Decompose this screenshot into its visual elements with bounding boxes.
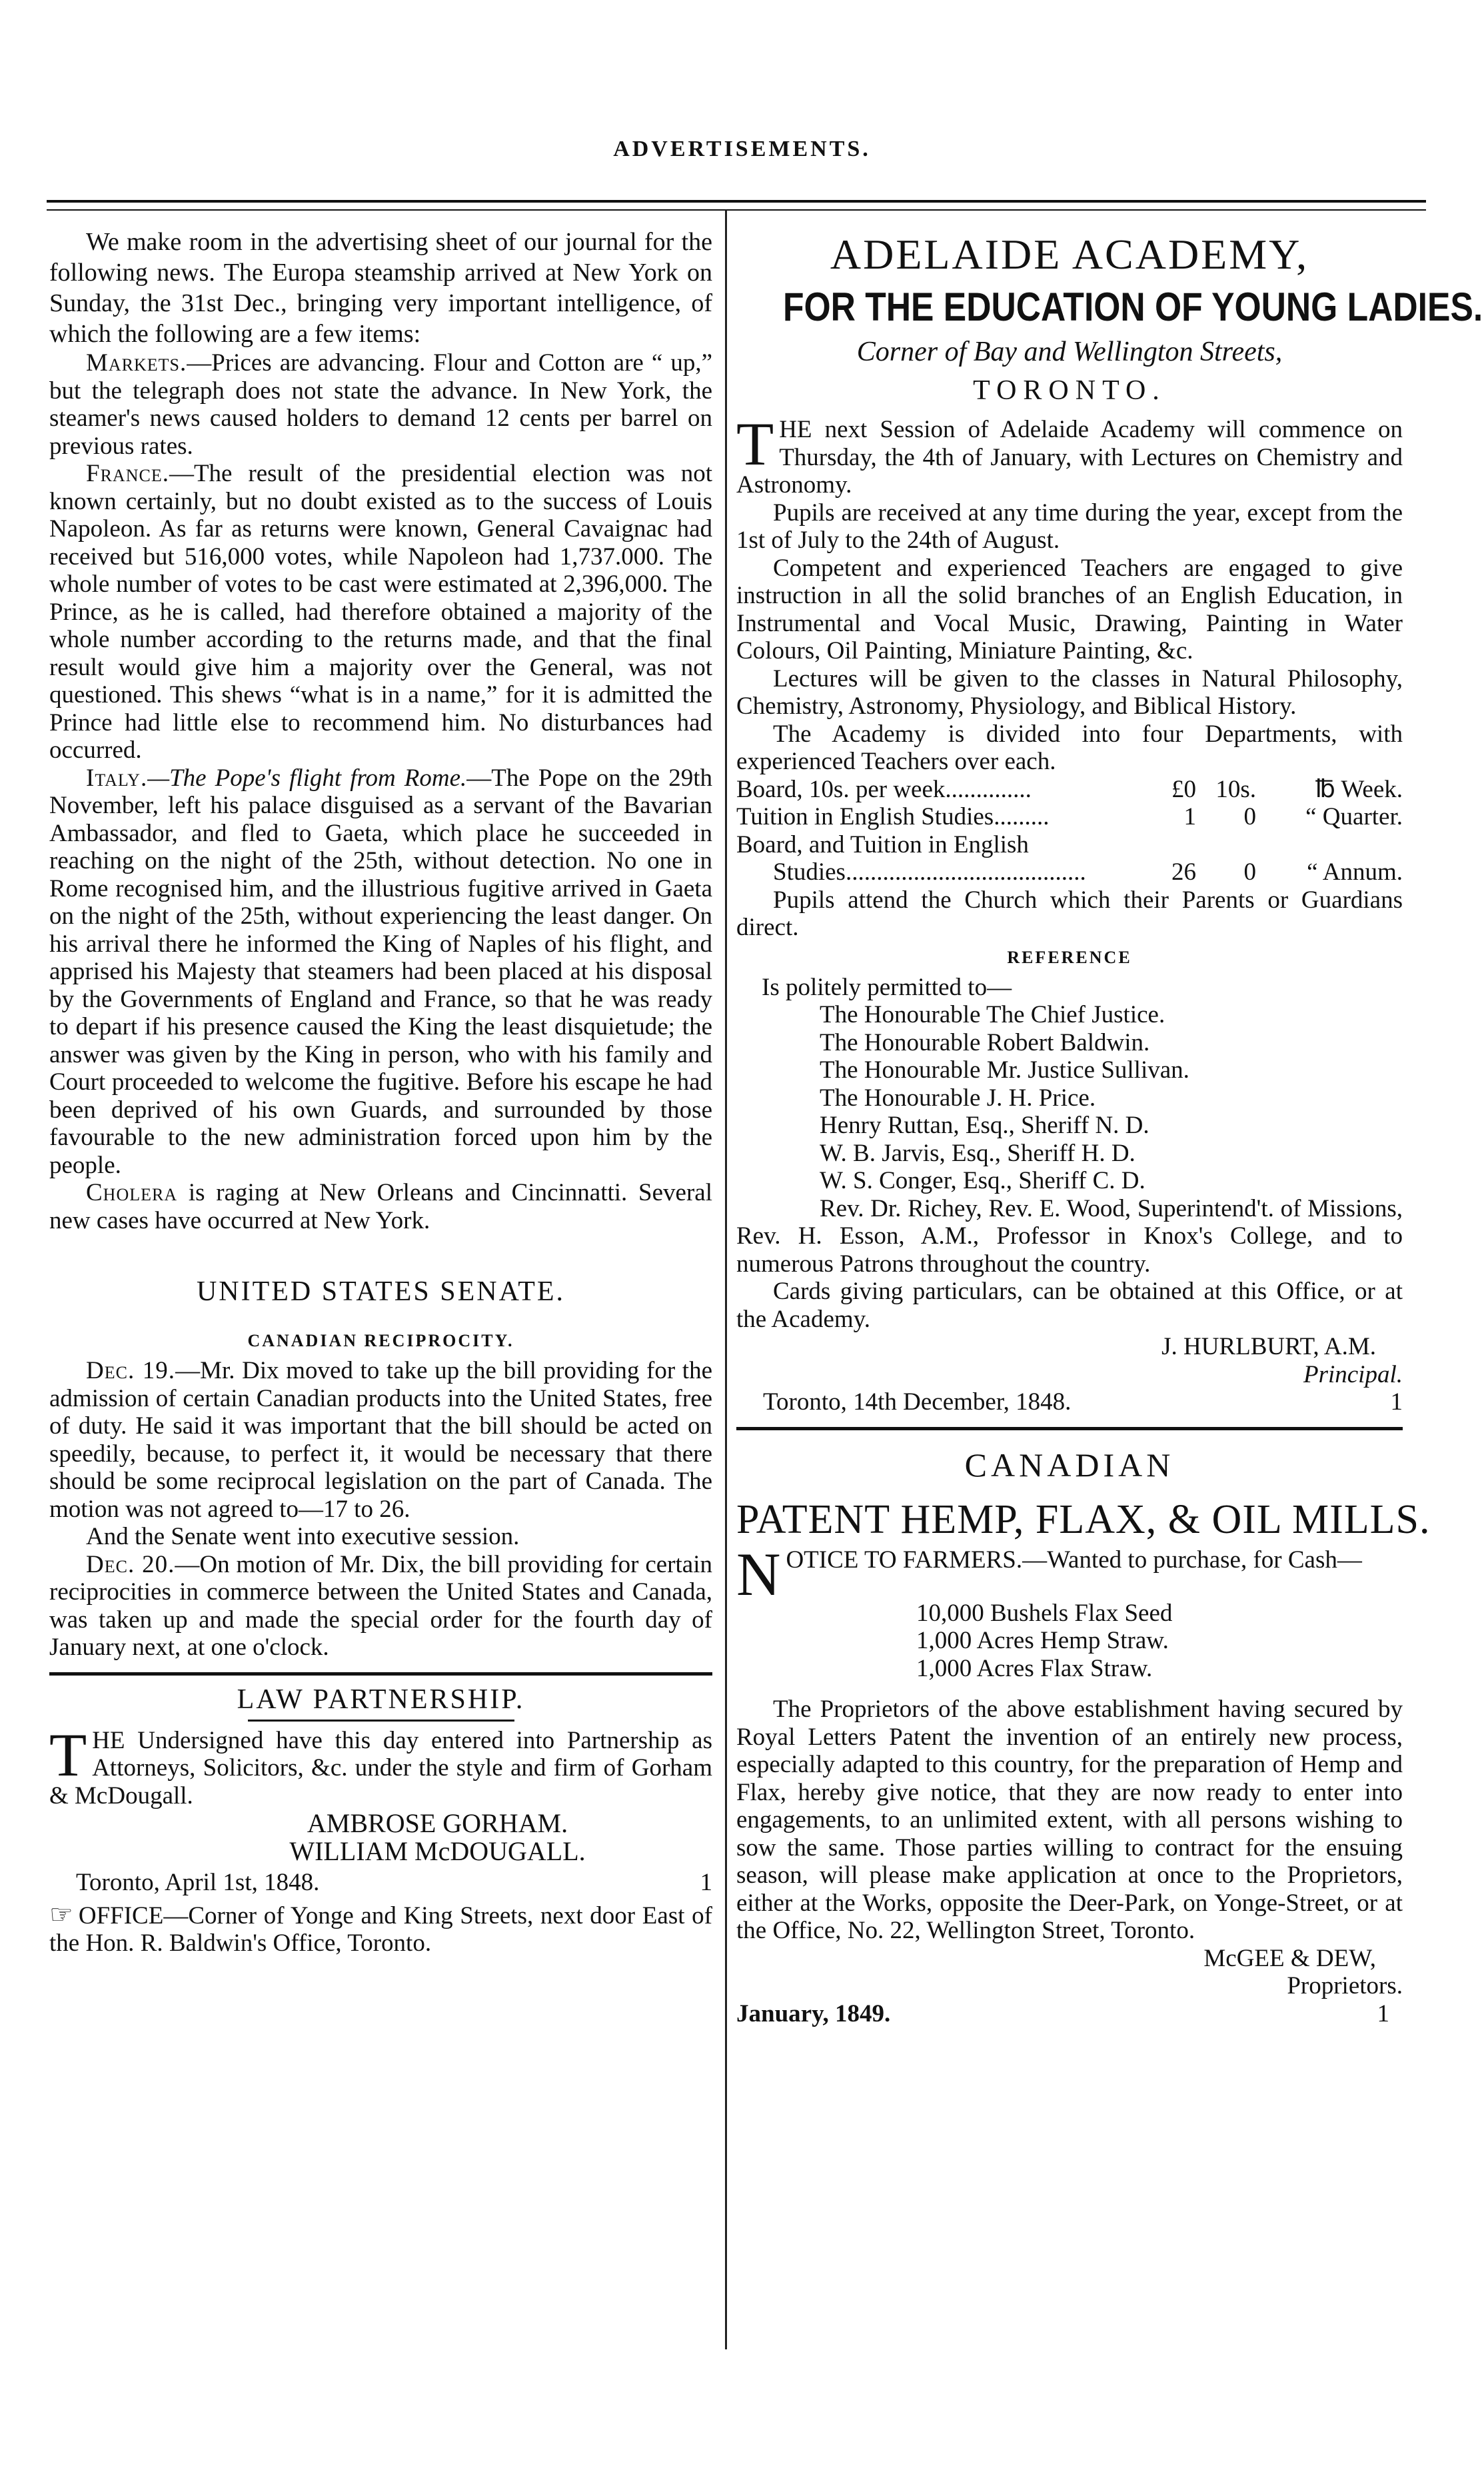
news-cholera bbox=[49, 1179, 712, 1234]
fee-label: Board, and Tuition in English bbox=[736, 830, 1029, 858]
france-text: —The result of the presidential election was not known certainly, but no doubt existed as to the success of Louis Napoleon. As far as returns were known, General Cavaignac had received but 516,000 votes, while Napoleon had 1,737.000. The whole number of votes to be cast were estimated at 2,396,000. The Prince, as he is called, had therefore obtained a majority of the whole number according to the returns made, and that the final result would give him a majority over the General, was not questioned. This shews “what is in a name,” for it is admitted the Prince had little else to recommend him. No disturbances had occurred. bbox=[49, 460, 712, 764]
law-heading: LAW PARTNERSHIP. bbox=[237, 1684, 525, 1715]
reference-last: Rev. Dr. Richey, Rev. E. Wood, Superintend't. of Missions, Rev. H. Esson, A.M., Professor in Knox's College, and to numerous Patrons throughout the country. bbox=[736, 1194, 1403, 1278]
academy-cards: Cards giving particulars, can be obtained at this Office, or at the Academy. bbox=[736, 1278, 1403, 1333]
mills-notice-text: OTICE TO FARMERS.—Wanted to purchase, for Cash— bbox=[786, 1546, 1362, 1574]
fee-row bbox=[736, 858, 1403, 886]
fee-row bbox=[736, 831, 1403, 859]
senate-exec-session: And the Senate went into executive session. bbox=[86, 1523, 520, 1550]
law-dropcap: T bbox=[49, 1720, 87, 1789]
fee-amount bbox=[1116, 831, 1196, 859]
senate-subheading: CANADIAN RECIPROCITY. bbox=[247, 1331, 514, 1350]
academy-subtitle: FOR THE EDUCATION OF YOUNG LADIES. bbox=[783, 285, 1483, 329]
fee-row bbox=[736, 776, 1403, 804]
cholera-label: Cholera bbox=[86, 1179, 178, 1206]
senate-dec20 bbox=[49, 1551, 712, 1662]
france-label: France. bbox=[86, 460, 169, 487]
news-markets bbox=[49, 349, 712, 460]
reference-item: The Honourable The Chief Justice. bbox=[820, 1001, 1165, 1028]
reference-item: The Honourable Mr. Justice Sullivan. bbox=[820, 1056, 1189, 1084]
news-intro: We make room in the advertising sheet of our journal for the following news. The Europa steamship arrived at New York on Sunday, the 31st Dec., bringing very important intelligence, of which the following are a few items: bbox=[49, 228, 712, 348]
mills-signer: McGEE & DEW, bbox=[1203, 1944, 1376, 1972]
fee-amount: £0 bbox=[1171, 775, 1196, 803]
left-column bbox=[49, 227, 712, 1957]
italy-subtitle: —The Pope's flight from Rome. bbox=[147, 764, 467, 792]
cholera-text: is raging at New Orleans and Cincinnatti. Several new cases have occurred at New York. bbox=[49, 1179, 712, 1234]
law-office bbox=[49, 1901, 712, 1957]
fee-label: Studies....................................... bbox=[773, 858, 1086, 886]
law-date: Toronto, April 1st, 1848. bbox=[76, 1869, 320, 1896]
flax-item: 1,000 Acres Flax Straw. bbox=[916, 1654, 1153, 1682]
law-name-2: WILLIAM McDOUGALL. bbox=[289, 1836, 586, 1866]
mills-issue: 1 bbox=[1377, 1999, 1389, 2027]
right-column bbox=[736, 227, 1483, 2027]
flax-item: 1,000 Acres Hemp Straw. bbox=[916, 1627, 1169, 1654]
reference-list bbox=[736, 1001, 1403, 1195]
mills-dropcap: N bbox=[736, 1540, 781, 1608]
academy-p3: Competent and experienced Teachers are engaged to give instruction in all the solid branches of an English Education, in Instrumental and Vocal Music, Drawing, Painting in Water Colours, Oil Painting, Miniature Painting, &c. bbox=[736, 554, 1403, 664]
mills-body: The Proprietors of the above establishment having secured by Royal Letters Patent the invention of an entirely new process, especially adapted to this country, for the preparation of Hemp and Flax, hereby give notice, that they are now ready to enter into engagements, to an unlimited extent, with all persons wishing to sow the same. Those parties willing to contract for the ensuing season, will please make application at once to the Proprietors, either at the Works, opposite the Deer-Park, on Yonge-Street, or at the Office, No. 22, Wellington Street, Toronto. bbox=[736, 1696, 1403, 1944]
law-dateline bbox=[49, 1869, 712, 1897]
reference-item: Henry Ruttan, Esq., Sheriff N. D. bbox=[820, 1112, 1149, 1139]
law-body bbox=[49, 1720, 712, 1810]
academy-signer-title: Principal. bbox=[1303, 1360, 1403, 1388]
academy-city: TORONTO. bbox=[973, 375, 1166, 406]
academy-p1 bbox=[736, 410, 1403, 499]
fee-label: Board, 10s. per week.............. bbox=[736, 775, 1032, 803]
fee-label: Tuition in English Studies......... bbox=[736, 803, 1050, 830]
academy-dateline bbox=[736, 1388, 1403, 1416]
academy-address: Corner of Bay and Wellington Streets, bbox=[856, 337, 1283, 367]
mills-date: January, 1849. bbox=[736, 1999, 891, 2027]
academy-p2: Pupils are received at any time during the year, except from the 1st of July to the 24th of August. bbox=[736, 499, 1403, 554]
italy-text: —The Pope on the 29th November, left his palace disguised as a servant of the Bavarian Ambassador, and fled to Gaeta, which place he succeeded in reaching on the night of the 25th, without detection. No one in Rome recognised him, and the illustrious fugitive arrived in Gaeta on the night of the 25th, without experiencing the least danger. On his arrival there he informed the King of Naples of his flight, and apprised his Majesty that steamers had been placed at his disposal by the Governments of England and France, so that he was ready to depart if his presence caused the King the least disquietude; the answer was given by the King in person, who with his family and Court proceeded to welcome the fugitive. Before his escape he had been deprived of his own Guards, and surrounded by those favourable to the new administration forced upon him by the people. bbox=[49, 764, 712, 1179]
dec19-date: Dec. 19. bbox=[86, 1357, 176, 1384]
fee-period: “ Quarter. bbox=[1305, 803, 1403, 830]
page-title: ADVERTISEMENTS. bbox=[613, 137, 871, 161]
fee-period: ℔ Week. bbox=[1315, 775, 1403, 803]
mills-notice bbox=[736, 1540, 1403, 1608]
mills-signer-title: Proprietors. bbox=[1287, 1972, 1403, 1999]
fee-amount: 26 bbox=[1171, 858, 1196, 886]
markets-text: —Prices are advancing. Flour and Cotton are “ up,” but the telegraph does not state the advance. In New York, the steamer's news caused holders to demand 12 cents per barrel on previous rates. bbox=[49, 349, 712, 460]
section-rule bbox=[49, 1672, 712, 1676]
academy-title: ADELAIDE ACADEMY, bbox=[830, 231, 1309, 278]
academy-p1-text: HE next Session of Adelaide Academy will commence on Thursday, the 4th of January, with Lectures on Chemistry and Astronomy. bbox=[736, 416, 1403, 499]
section-rule bbox=[736, 1427, 1403, 1430]
fee-shillings: 0 bbox=[1243, 803, 1256, 830]
senate-dec19 bbox=[49, 1357, 712, 1523]
dec20-date: Dec. 20. bbox=[86, 1550, 175, 1578]
flax-list bbox=[736, 1600, 1403, 1683]
column-divider bbox=[725, 210, 727, 2349]
academy-p4: Lectures will be given to the classes in Natural Philosophy, Chemistry, Astronomy, Physiology, and Biblical History. bbox=[736, 664, 1403, 720]
flax-item: 10,000 Bushels Flax Seed bbox=[916, 1599, 1173, 1627]
mills-dateline bbox=[736, 2000, 1403, 2028]
fee-amount: 1 bbox=[1183, 803, 1196, 830]
academy-date: Toronto, 14th December, 1848. bbox=[763, 1388, 1072, 1416]
mills-title: CANADIAN bbox=[964, 1446, 1175, 1484]
reference-item: W. S. Conger, Esq., Sheriff C. D. bbox=[820, 1167, 1145, 1194]
dec20-text: —On motion of Mr. Dix, the bill providing for certain reciprocities in commerce between the United States and Canada, was taken up and made the special order for the fourth day of January next, at one o'clock. bbox=[49, 1550, 712, 1661]
fee-shillings: 0 bbox=[1243, 858, 1256, 886]
fee-period bbox=[1256, 831, 1403, 859]
fee-shillings: 10s. bbox=[1215, 775, 1256, 803]
fee-shillings bbox=[1196, 831, 1256, 859]
academy-p6: Pupils attend the Church which their Parents or Guardians direct. bbox=[736, 886, 1403, 941]
fee-row bbox=[736, 803, 1403, 831]
law-issue: 1 bbox=[700, 1869, 712, 1896]
reference-intro: Is politely permitted to— bbox=[762, 973, 1012, 1001]
fee-period: “ Annum. bbox=[1307, 858, 1403, 886]
academy-issue: 1 bbox=[1390, 1388, 1403, 1416]
law-office-text: OFFICE—Corner of Yonge and King Streets, next door East of the Hon. R. Baldwin's Office, Toronto. bbox=[49, 1901, 712, 1957]
law-underline bbox=[248, 1720, 514, 1722]
law-name-1: AMBROSE GORHAM. bbox=[307, 1808, 568, 1838]
academy-p5: The Academy is divided into four Departments, with experienced Teachers over each. bbox=[736, 720, 1403, 775]
reference-item: W. B. Jarvis, Esq., Sheriff H. D. bbox=[820, 1139, 1135, 1167]
senate-heading: UNITED STATES SENATE. bbox=[196, 1276, 566, 1307]
reference-item: The Honourable Robert Baldwin. bbox=[820, 1028, 1150, 1056]
dec19-text: —Mr. Dix moved to take up the bill providing for the admission of certain Canadian products into the United States, free of duty. He said it was important that the bill should be acted on speedily, because, to perfect it, it would be necessary that there should be some reciprocal legislation on the part of Canada. The motion was not agreed to—17 to 26. bbox=[49, 1357, 712, 1523]
mills-subtitle: PATENT HEMP, FLAX, & OIL MILLS. bbox=[736, 1496, 1431, 1542]
law-body-text: HE Undersigned have this day entered into Partnership as Attorneys, Solicitors, &c. under the style and firm of Gorham & McDougall. bbox=[49, 1726, 712, 1810]
reference-heading: REFERENCE bbox=[1007, 947, 1132, 967]
news-france bbox=[49, 460, 712, 764]
academy-signer: J. HURLBURT, A.M. bbox=[1161, 1333, 1376, 1360]
pointing-hand-icon: ☞ bbox=[49, 1899, 73, 1929]
fees-table bbox=[736, 776, 1403, 886]
academy-dropcap: T bbox=[736, 410, 774, 478]
news-italy bbox=[49, 764, 712, 1180]
markets-label: Markets. bbox=[86, 349, 187, 377]
italy-label: Italy. bbox=[86, 764, 148, 792]
header-rule bbox=[47, 200, 1426, 211]
spacer bbox=[49, 1234, 712, 1274]
reference-item: The Honourable J. H. Price. bbox=[820, 1084, 1096, 1112]
